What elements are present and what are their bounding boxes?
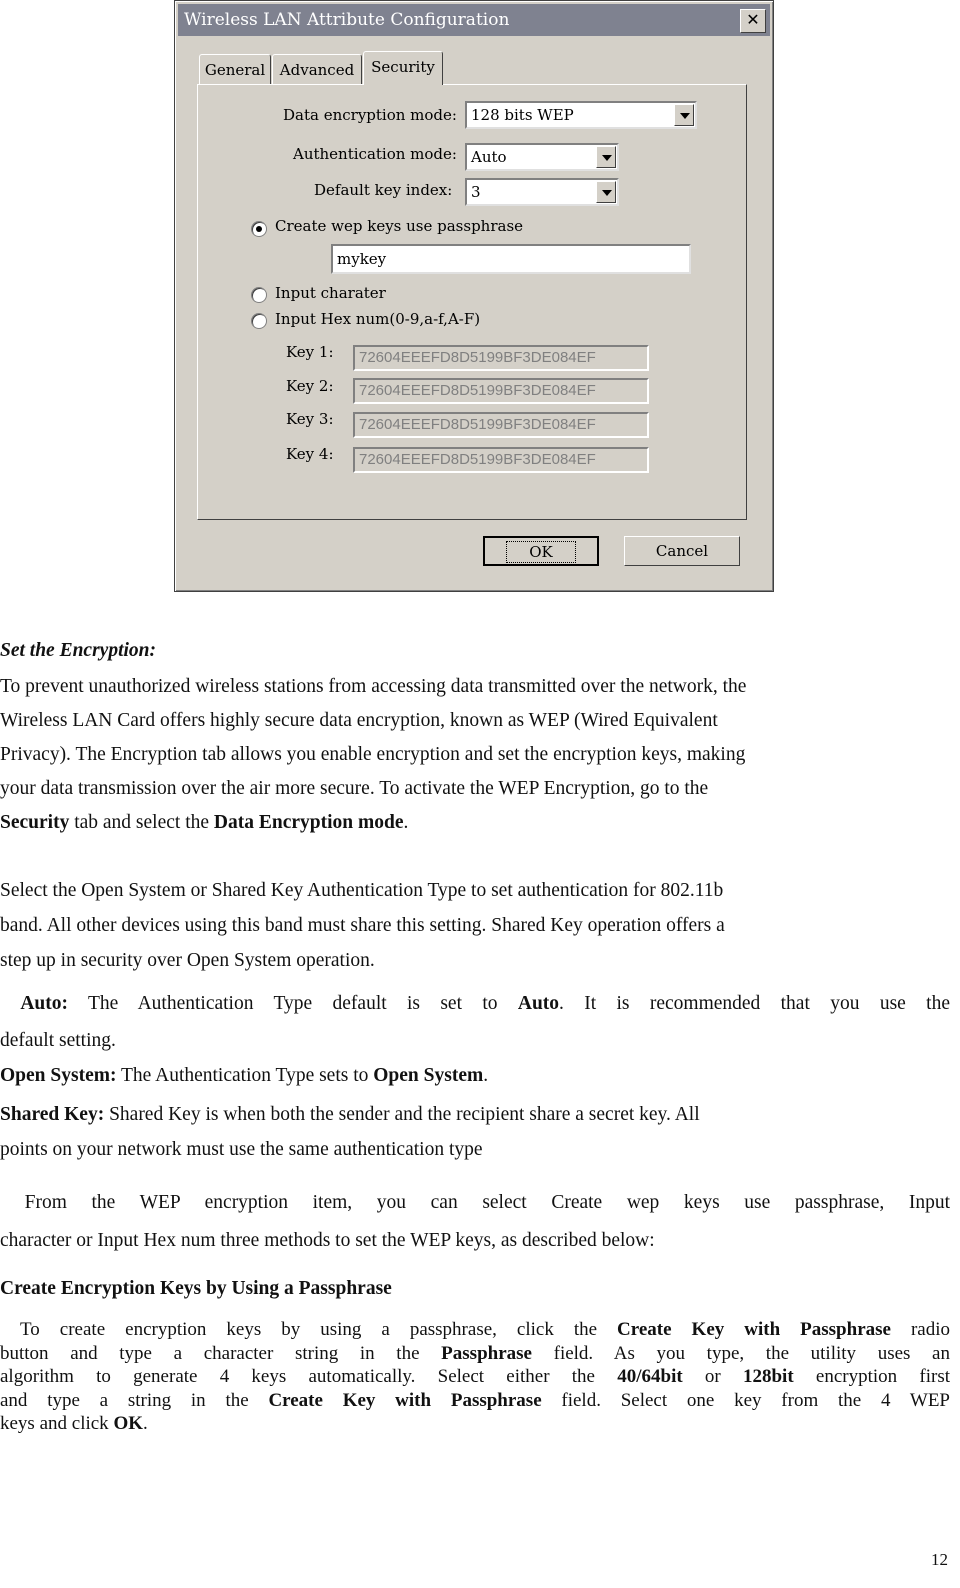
radio-input-character[interactable]: [251, 287, 267, 303]
passphrase-line: To create encryption keys by using a passphrase, click the Create Key with Passphrase radio: [20, 1319, 951, 1340]
subsection-heading: Create Encryption Keys by Using a Passphrase: [0, 1278, 392, 1299]
passphrase-line: and type a string in the Create Key with Passphrase field. Select one key from the 4 WEP: [0, 1389, 950, 1411]
intro-line: your data transmission over the air more secure. To activate the WEP Encryption, go to the: [0, 778, 709, 799]
radio-input-hex-label: Input Hex num(0-9,a-f,A-F): [275, 310, 481, 328]
auth-line: step up in security over Open System operation.: [0, 950, 375, 971]
auto-line: Auto: The Authentication Type default is set to Auto. It is recommended that you use the: [20, 993, 950, 1014]
chevron-down-icon[interactable]: [674, 104, 694, 126]
auth-line: Select the Open System or Shared Key Authentication Type to set authentication for 802.11b: [0, 880, 724, 901]
auth-paragraph: [0, 873, 950, 978]
auth-line: band. All other devices using this band must share this setting. Shared Key operation offers a: [0, 915, 725, 936]
encryption-mode-select[interactable]: [465, 101, 697, 129]
radio-passphrase-label: Create wep keys use passphrase: [275, 217, 524, 235]
key2-field[interactable]: 72604EEEFD8D5199BF3DE084EF: [353, 378, 649, 404]
methods-paragraph: [0, 1184, 950, 1260]
cancel-button[interactable]: Cancel: [624, 536, 740, 566]
radio-input-character-label: Input charater: [275, 284, 386, 302]
key1-field[interactable]: 72604EEEFD8D5199BF3DE084EF: [353, 345, 649, 371]
tab-advanced[interactable]: Advanced: [272, 54, 362, 84]
passphrase-line: keys and click OK.: [0, 1413, 148, 1434]
chevron-down-icon[interactable]: [596, 181, 616, 203]
auto-paragraph: [0, 985, 950, 1059]
intro-line: Security tab and select the Data Encryption mode.: [0, 812, 409, 833]
key4-field[interactable]: 72604EEEFD8D5199BF3DE084EF: [353, 447, 649, 473]
dialog-title: Wireless LAN Attribute Configuration: [184, 10, 510, 30]
key4-label: Key 4:: [286, 445, 334, 463]
close-icon[interactable]: ✕: [740, 9, 766, 33]
methods-line: character or Input Hex num three methods to set the WEP keys, as described below:: [0, 1230, 655, 1251]
key-index-select[interactable]: [465, 178, 619, 206]
auth-mode-value: Auto: [471, 148, 507, 166]
auto-line: default setting.: [0, 1030, 116, 1051]
tab-security[interactable]: Security: [363, 51, 443, 85]
key-index-label: Default key index:: [314, 181, 453, 199]
passphrase-line: algorithm to generate 4 keys automatically. Select either the 40/64bit or 128bit encryption first: [0, 1366, 950, 1387]
auth-mode-label: Authentication mode:: [293, 145, 457, 163]
intro-paragraph: [0, 670, 950, 840]
passphrase-input[interactable]: mykey: [331, 244, 691, 274]
passphrase-paragraph: [0, 1318, 950, 1436]
encryption-mode-label: Data encryption mode:: [283, 106, 457, 124]
methods-line: From the WEP encryption item, you can select Create wep keys use passphrase, Input: [24, 1192, 951, 1213]
open-system-line: Open System: The Authentication Type sets to Open System.: [0, 1065, 489, 1086]
intro-line: Wireless LAN Card offers highly secure data encryption, known as WEP (Wired Equivalent: [0, 710, 718, 731]
radio-input-hex[interactable]: [251, 313, 267, 329]
key1-label: Key 1:: [286, 343, 334, 361]
ok-button[interactable]: [483, 536, 599, 566]
config-dialog: [174, 0, 774, 592]
key3-label: Key 3:: [286, 410, 334, 428]
ok-button-label: OK: [506, 541, 576, 563]
key2-label: Key 2:: [286, 377, 334, 395]
intro-line: To prevent unauthorized wireless stations from accessing data transmitted over the network, the: [0, 676, 747, 697]
auth-mode-select[interactable]: [465, 143, 619, 171]
tab-general[interactable]: General: [199, 54, 271, 84]
radio-passphrase[interactable]: [251, 221, 267, 237]
dialog-titlebar: [178, 4, 770, 36]
shared-key-paragraph: [0, 1097, 950, 1167]
chevron-down-icon[interactable]: [596, 146, 616, 168]
shared-key-line: Shared Key: Shared Key is when both the sender and the recipient share a secret key. All: [0, 1104, 700, 1125]
intro-line: Privacy). The Encryption tab allows you enable encryption and set the encryption keys, making: [0, 744, 746, 765]
key3-field[interactable]: 72604EEEFD8D5199BF3DE084EF: [353, 412, 649, 438]
page-number: 12: [931, 1550, 948, 1569]
section-heading: Set the Encryption:: [0, 640, 157, 661]
passphrase-line: button and type a character string in the Passphrase field. As you type, the utility uses an: [0, 1342, 950, 1364]
shared-key-line: points on your network must use the same authentication type: [0, 1139, 483, 1160]
encryption-mode-value: 128 bits WEP: [471, 106, 574, 124]
key-index-value: 3: [471, 183, 481, 201]
